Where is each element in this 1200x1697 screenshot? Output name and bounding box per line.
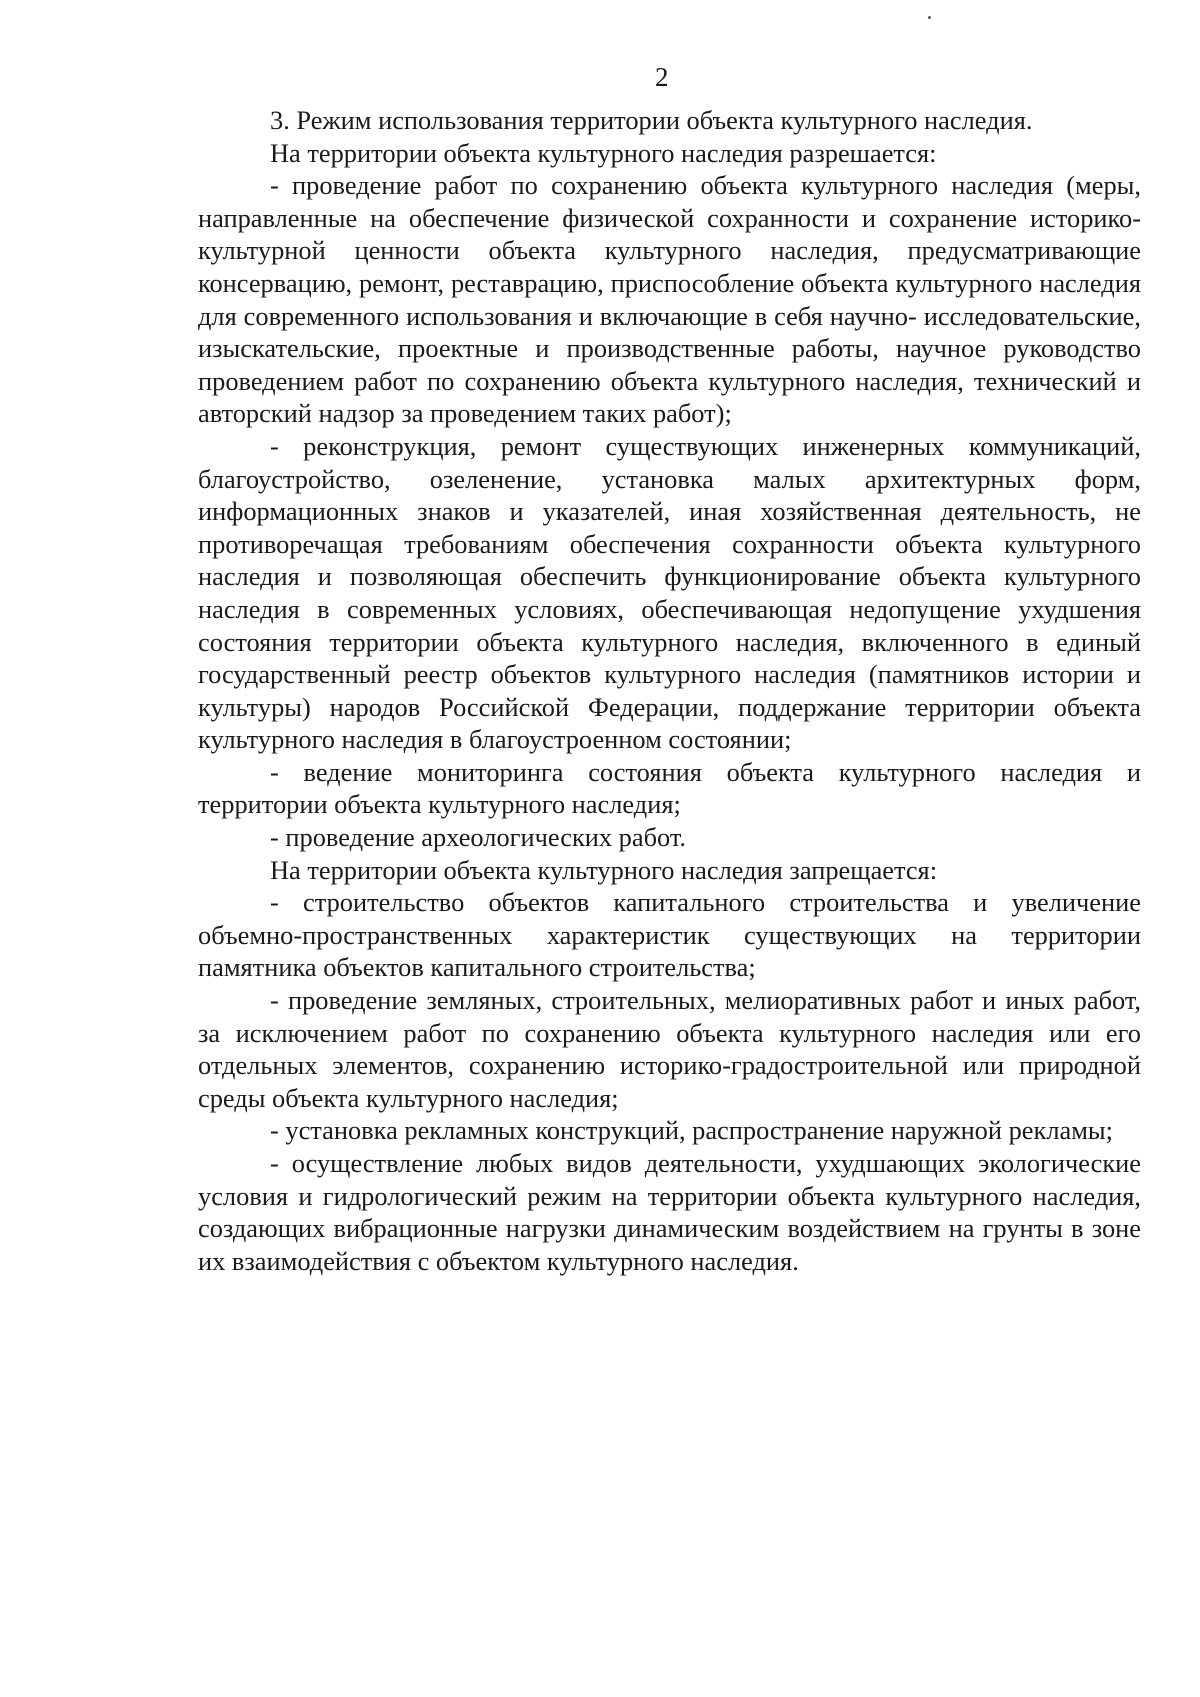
- document-body: [198, 104, 1141, 1277]
- list-item: - проведение работ по сохранению объекта культурного наследия (меры, направленные на обеспечение физической сохранности и сохранение историко-культурной ценности объекта культурного наследия, предусматривающие консервацию, ремонт, реставрацию, приспособление объекта культурного наследия для современного использования и включающие в себя научно- исследовательские, изыскательские, проектные и производственные работы, научное руководство проведением работ по сохранению объекта культурного наследия, технический и авторский надзор за проведением таких работ);: [198, 170, 1141, 429]
- list-item: - проведение археологических работ.: [270, 822, 687, 853]
- scan-speck: [928, 16, 931, 19]
- paragraph: На территории объекта культурного наследия запрещается:: [270, 854, 938, 885]
- list-item: - установка рекламных конструкций, распространение наружной рекламы;: [270, 1115, 1113, 1146]
- list-item: - реконструкция, ремонт существующих инженерных коммуникаций, благоустройство, озеленение, установка малых архитектурных форм, информационных знаков и указателей, иная хозяйственная деятельность, не противоречащая требованиям обеспечения сохранности объекта культурного наследия и позволяющая обеспечить функционирование объекта культурного наследия в современных условиях, обеспечивающая недопущение ухудшения состояния территории объекта культурного наследия, включенного в единый государственный реестр объектов культурного наследия (памятников истории и культуры) народов Российской Федерации, поддержание территории объекта культурного наследия в благоустроенном состоянии;: [198, 430, 1141, 755]
- list-item: - ведение мониторинга состояния объекта культурного наследия и территории объекта культурного наследия;: [198, 756, 1141, 820]
- list-item: - осуществление любых видов деятельности, ухудшающих экологические условия и гидрологический режим на территории объекта культурного наследия, создающих вибрационные нагрузки динамическим воздействием на грунты в зоне их взаимодействия с объектом культурного наследия.: [198, 1148, 1141, 1276]
- section-heading: 3. Режим использования территории объекта культурного наследия.: [270, 105, 1033, 135]
- list-item: - строительство объектов капитального строительства и увеличение объемно-пространственных характеристик существующих на территории памятника объектов капитального строительства;: [198, 887, 1141, 983]
- list-item: - проведение земляных, строительных, мелиоративных работ и иных работ, за исключением работ по сохранению объекта культурного наследия или его отдельных элементов, сохранению историко-градостроительной или природной среды объекта культурного наследия;: [198, 985, 1141, 1113]
- paragraph: На территории объекта культурного наследия разрешается:: [270, 137, 937, 168]
- page-number: 2: [655, 62, 669, 92]
